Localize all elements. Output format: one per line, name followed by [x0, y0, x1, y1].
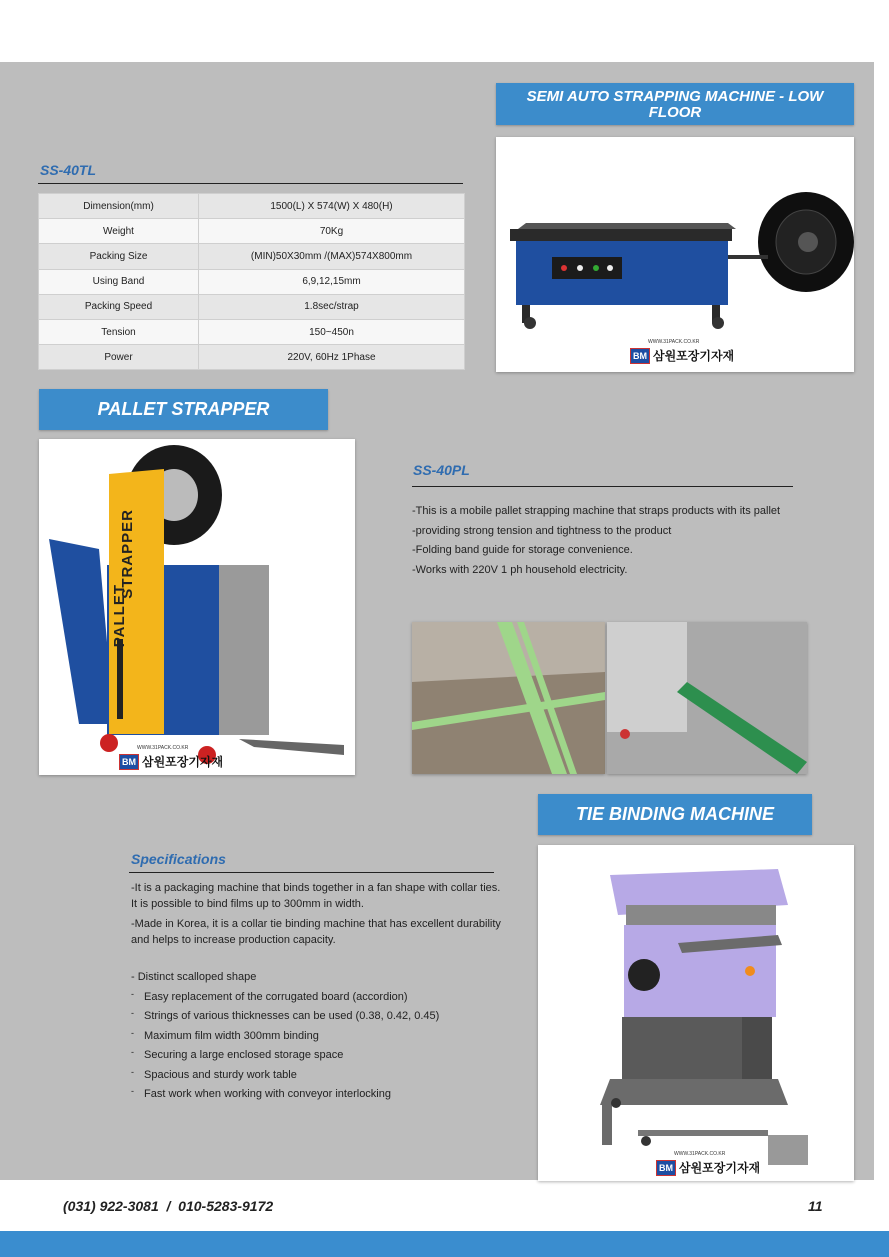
logo-badge: BM: [630, 348, 650, 364]
footer-bar: [0, 1231, 889, 1257]
spec-key: Using Band: [39, 269, 199, 294]
pallet-description: [412, 502, 832, 580]
semi-auto-machine-photo: [496, 137, 854, 372]
model-underline-2: [412, 486, 793, 487]
list-item: [131, 1046, 501, 1066]
pallet-strapper-photo: [39, 439, 355, 775]
spec-value: 150~450n: [199, 319, 465, 344]
tie-description: [131, 880, 501, 948]
list-item-text: Strings of various thicknesses can be used (0.38, 0.42, 0.45): [144, 1010, 440, 1022]
section-title-semi-auto: SEMI AUTO STRAPPING MACHINE - LOW FLOOR: [496, 83, 854, 125]
spec-row: [39, 244, 465, 269]
spec-key: Tension: [39, 319, 199, 344]
spec-key: Power: [39, 345, 199, 370]
spec-key: Packing Speed: [39, 294, 199, 319]
spec-value: 6,9,12,15mm: [199, 269, 465, 294]
bullet-dash: -: [131, 1086, 134, 1096]
company-logo-tie: [656, 1151, 761, 1176]
spec-row: [39, 269, 465, 294]
pallet-line-2: -providing strong tension and tightness to the product: [412, 524, 672, 537]
strapped-box-illustration: [412, 622, 605, 774]
bullet-dash: -: [131, 1008, 134, 1018]
spec-value: 1.8sec/strap: [199, 294, 465, 319]
tie-list-head: - Distinct scalloped shape: [131, 971, 257, 983]
logo-url: WWW.31PACK.CO.KR: [648, 339, 700, 345]
pallet-line-1: -This is a mobile pallet strapping machine that straps products with its pallet: [412, 505, 781, 517]
spec-key: Packing Size: [39, 244, 199, 269]
bullet-dash: -: [131, 1027, 134, 1038]
spec-key: Weight: [39, 219, 199, 244]
pallet-strapper-illustration: [39, 439, 355, 775]
pallet-line-3: -Folding band guide for storage convenience.: [412, 544, 633, 556]
machine-label-strapper: STRAPPER: [119, 509, 136, 599]
company-logo-pallet: [119, 745, 224, 770]
semi-auto-machine-illustration: [496, 137, 854, 372]
logo-url: WWW.31PACK.CO.KR: [137, 745, 189, 751]
tie-desc-1: -It is a packaging machine that binds together in a fan shape with collar ties. It is possible to bind films up to 300mm in width.: [131, 882, 501, 910]
company-logo: [630, 339, 735, 364]
list-item: [131, 988, 501, 1008]
spec-value: 70Kg: [199, 219, 465, 244]
page-number: 11: [808, 1198, 823, 1214]
logo-name: 삼원포장기자재: [653, 349, 735, 363]
spec-table: [38, 193, 465, 370]
logo-name: 삼원포장기자재: [142, 755, 224, 769]
logo-badge: BM: [119, 754, 139, 770]
spec-value: 1500(L) X 574(W) X 480(H): [199, 194, 465, 219]
logo-url: WWW.31PACK.CO.KR: [674, 1151, 726, 1157]
spec-row: [39, 219, 465, 244]
tie-desc-2: -Made in Korea, it is a collar tie binding machine that has excellent durability and helps to increase production capacity.: [131, 918, 501, 946]
list-item: [131, 1027, 501, 1047]
tie-binding-illustration: [538, 845, 854, 1181]
section-title-tie-binding: TIE BINDING MACHINE: [538, 794, 812, 835]
spec-row: [39, 294, 465, 319]
list-item-text: Maximum film width 300mm binding: [144, 1029, 319, 1042]
model-ss-40tl: SS-40TL: [40, 162, 97, 178]
footer-phone: (031) 922-3081 / 010-5283-9172: [63, 1198, 274, 1214]
bullet-dash: -: [131, 988, 134, 999]
list-item-text: Fast work when working with conveyor interlocking: [144, 1088, 391, 1100]
specifications-underline: [129, 872, 494, 873]
spec-row: [39, 319, 465, 344]
list-item-text: Spacious and sturdy work table: [144, 1068, 297, 1081]
list-item-text: Securing a large enclosed storage space: [144, 1049, 344, 1061]
section-title-pallet: PALLET STRAPPER: [39, 389, 328, 430]
model-ss-40pl: SS-40PL: [413, 462, 470, 478]
logo-badge: BM: [656, 1160, 676, 1176]
list-item-text: Easy replacement of the corrugated board (accordion): [144, 990, 408, 1003]
list-item: [131, 1007, 501, 1027]
list-item: [131, 1085, 501, 1105]
spec-row: [39, 194, 465, 219]
band-guide-illustration: [607, 622, 807, 774]
spec-value: 220V, 60Hz 1Phase: [199, 345, 465, 370]
spec-key: Dimension(mm): [39, 194, 199, 219]
strapped-box-photo: [412, 622, 605, 774]
logo-name: 삼원포장기자재: [679, 1161, 761, 1175]
list-item: [131, 1066, 501, 1086]
spec-value: (MIN)50X30mm /(MAX)574X800mm: [199, 244, 465, 269]
spec-row: [39, 345, 465, 370]
band-guide-photo: [607, 622, 807, 774]
bullet-dash: -: [131, 1047, 134, 1057]
specifications-heading: Specifications: [131, 851, 226, 867]
tie-binding-machine-photo: [538, 845, 854, 1181]
machine-label-pallet: PALLET: [111, 584, 128, 648]
pallet-line-4: -Works with 220V 1 ph household electricity.: [412, 563, 628, 576]
model-underline: [38, 183, 463, 184]
bullet-dash: -: [131, 1066, 134, 1077]
tie-feature-list: [131, 968, 501, 1105]
